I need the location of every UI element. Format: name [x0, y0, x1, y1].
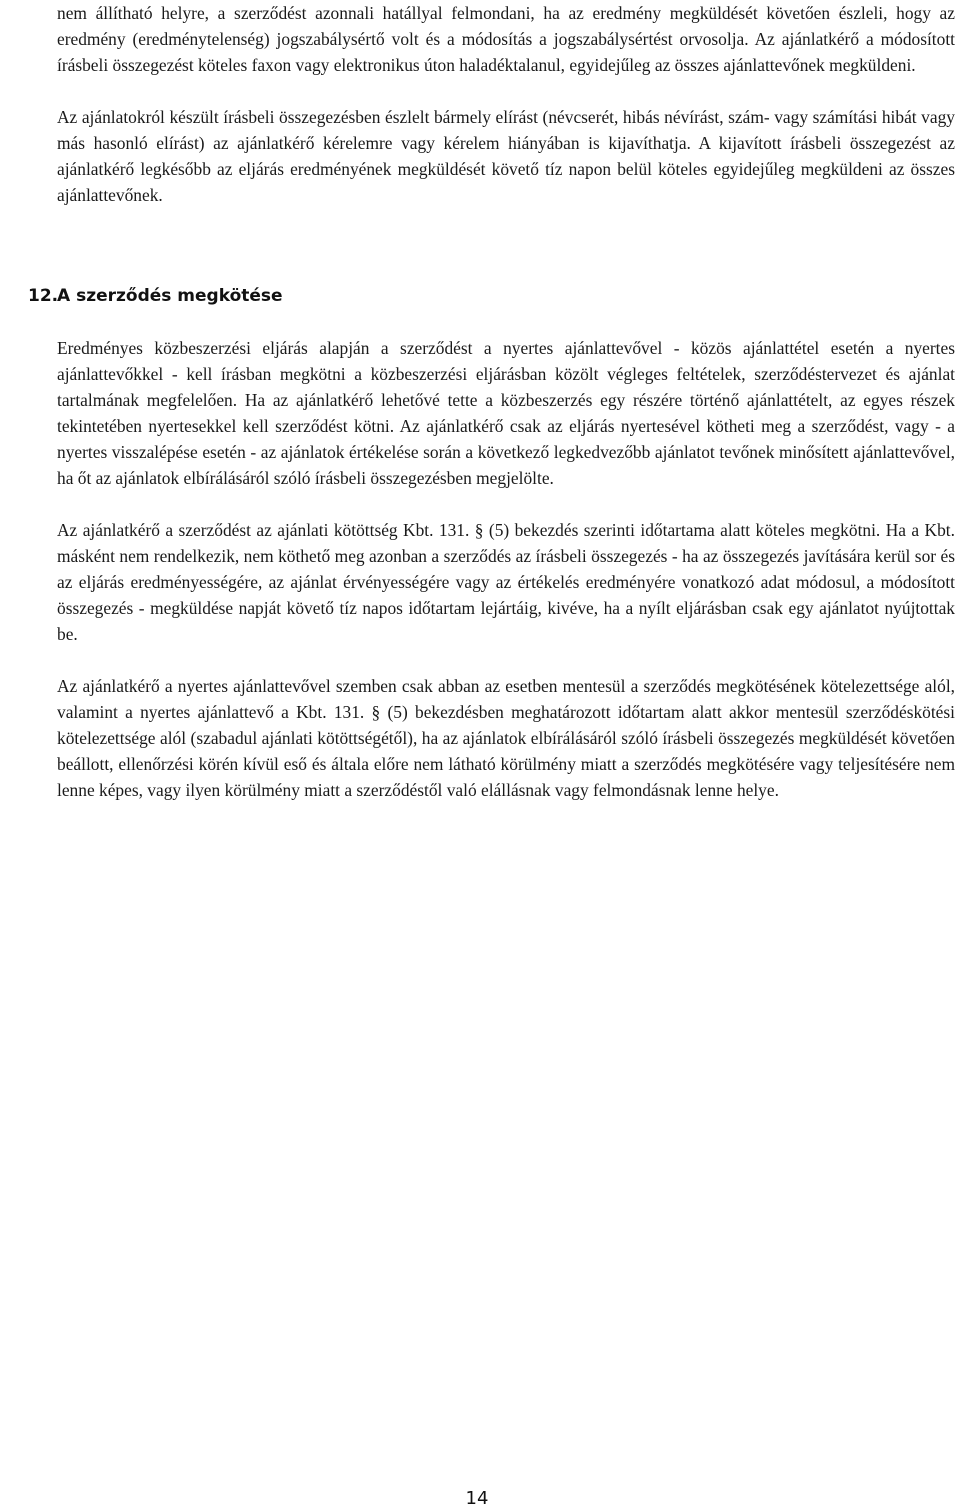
page-number	[0, 1487, 960, 1511]
document-page	[28, 0, 955, 800]
section-paragraph-3: Az ajánlatkérő a nyertes ajánlattevővel szemben csak abban az esetben mentesül a szerződés megkötésének kötelezettsége alól, valamint a nyertes ajánlattevő a Kbt. 131. § (5) bekezdésben meghatározott időtartam alatt akkor mentesül szerződéskötési kötelezettsége alól (szabadul ajánlati kötöttségétől), ha az ajánlatok elbírálásáról szóló írásbeli összegezés megküldését követően beállott, ellenőrzési körén kívül eső és általa előre nem látható körülmény miatt a szerződés megkötésére vagy teljesítésére nem lenne képes, vagy ilyen körülmény miatt a szerződéstől való elállásnak vagy felmondásnak lenne helye.	[57, 676, 955, 800]
body-paragraph-2: Az ajánlatokról készült írásbeli összegezésben észlelt bármely elírást (névcserét, hibás névírást, szám- vagy számítási hibát vagy más hasonló elírást) az ajánlatkérő kérelemre vagy kérelem hiányában is kijavíthatja. A kijavított írásbeli összegezést az ajánlatkérő legkésőbb az eljárás eredményének megküldését követő tíz napon belül köteles egyidejűleg megküldeni az összes ajánlattevőnek.	[57, 107, 955, 205]
section-paragraph-1: Eredményes közbeszerzési eljárás alapján a szerződést a nyertes ajánlattevővel - közös ajánlattétel esetén a nyertes ajánlattevőkkel - kell írásban megkötni a közbeszerzési eljárásban közölt végleges feltételek, szerződéstervezet és ajánlat tartalmának megfelelően. Ha az ajánlatkérő lehetővé tette a közbeszerzés egy részére történő ajánlattételt, az egyes részek tekintetében nyertesekkel kell szerződést kötni. Az ajánlatkérő csak az eljárás nyertesével kötheti meg a szerződést, vagy - a nyertes visszalépése esetén - az ajánlatok értékelése során a következő legkedvezőbb ajánlatot tevőnek minősített ajánlattevővel, ha őt az ajánlatok elbírálásáról szóló írásbeli összegezésben megjelölte.	[57, 338, 955, 488]
body-paragraph-1: nem állítható helyre, a szerződést azonnali hatállyal felmondani, ha az eredmény megküldését követően észleli, hogy az eredmény (eredménytelenség) jogszabálysértő volt és a módosítás a jogszabálysértést orvosolja. Az ajánlatkérő a módosított írásbeli összegezést köteles faxon vagy elektronikus úton haladéktalanul, egyidejűleg az összes ajánlattevőnek megküldeni.	[57, 3, 955, 75]
page-number-text: 14	[465, 1488, 489, 1509]
section-paragraph-2: Az ajánlatkérő a szerződést az ajánlati kötöttség Kbt. 131. § (5) bekezdés szerinti időtartama alatt köteles megkötni. Ha a Kbt. másként nem rendelkezik, nem köthető meg azonban a szerződés az írásbeli összegezés - ha az összegezés javítására kerül sor és az eljárás eredményességére, az ajánlat érvényességére vagy az értékelés eredményére vonatkozó adat módosul, a módosított összegezés - megküldése napját követő tíz napos időtartam lejártáig, kivéve, ha a nyílt eljárásban csak egy ajánlatot nyújtottak be.	[57, 520, 955, 644]
section-number: 12.	[28, 286, 59, 306]
section-title: A szerződés megkötése	[57, 286, 283, 306]
section-heading	[28, 283, 955, 309]
section-body	[57, 335, 955, 803]
